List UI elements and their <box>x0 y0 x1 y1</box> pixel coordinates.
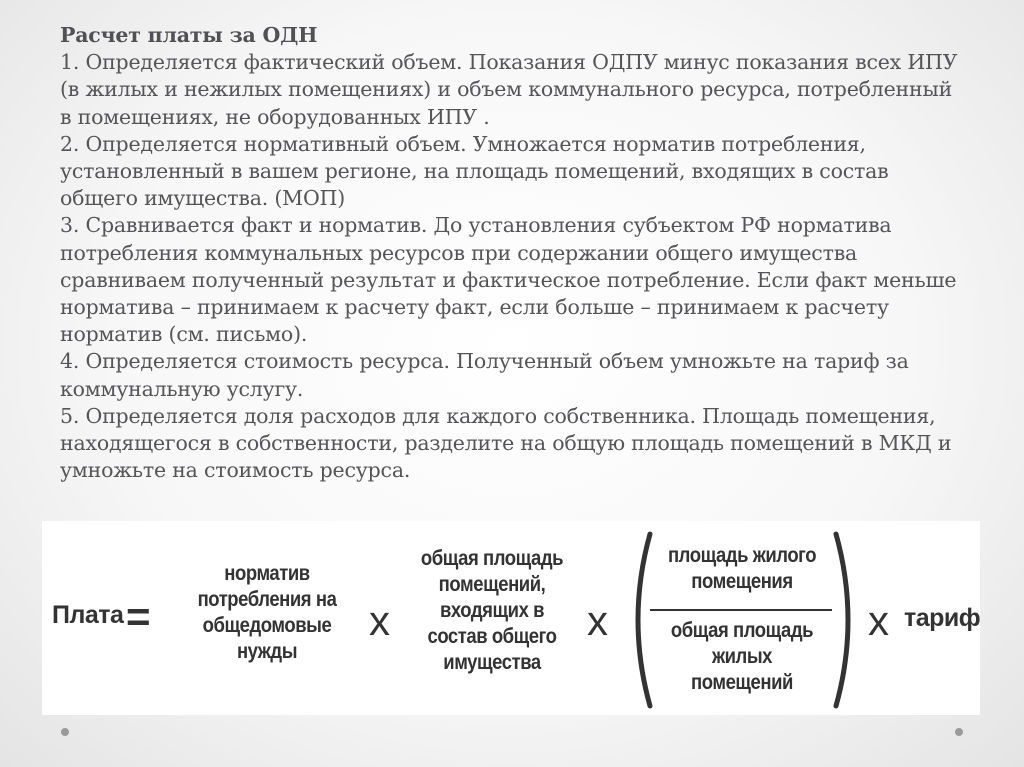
formula-times-sign: x <box>868 597 889 644</box>
area-line: общая площадь <box>420 547 564 570</box>
norm-line: норматив <box>224 562 310 585</box>
slide-text <box>60 22 965 484</box>
right-parenthesis-icon <box>832 531 862 709</box>
norm-line: нужды <box>236 640 298 663</box>
numerator-line: площадь жилого <box>667 544 817 567</box>
payment-formula <box>42 521 980 715</box>
denominator-line: общая площадь <box>670 619 814 642</box>
denominator-line: жилых <box>711 645 773 668</box>
formula-times-sign: x <box>369 597 390 644</box>
area-line: имущества <box>443 651 541 674</box>
step-3-text: 3. Сравнивается факт и норматив. До установления субъектом РФ норматива потребления коммунальных ресурсов при содержании общего имущества сравниваем полученный результат и фактическое потребление. Если факт меньше норматива – принимаем к расчету факт, если больше – принимаем к расчету норматив (см. письмо). <box>60 213 957 347</box>
step-4-text: 4. Определяется стоимость ресурса. Полученный объем умножьте на тариф за коммунальную услугу. <box>60 349 909 401</box>
left-parenthesis-icon <box>624 531 654 709</box>
area-line: входящих в <box>439 599 545 622</box>
step-2-text: 2. Определяется нормативный объем. Умножается норматив потребления, установленный в вашем регионе, на площадь помещений, входящих в состав общего имущества. (МОП) <box>60 131 889 211</box>
slide-corner-dot <box>61 728 69 736</box>
formula-payment-label: Плата <box>52 601 124 629</box>
formula-equals-sign: = <box>126 593 151 640</box>
step-5-text: 5. Определяется доля расходов для каждого собственника. Площадь помещения, находящегося в собственности, разделите на общую площадь помещений в МКД и умножьте на стоимость ресурса. <box>60 403 952 483</box>
norm-line: потребления на <box>197 588 337 611</box>
formula-times-sign: x <box>587 597 608 644</box>
step-1-text: 1. Определяется фактический объем. Показания ОДПУ минус показания всех ИПУ (в жилых и нежилых помещениях) и объем коммунального ресурса, потребленный в помещениях, не оборудованных ИПУ . <box>60 50 958 129</box>
slide-title: Расчет платы за ОДН <box>60 23 318 47</box>
denominator-line: помещений <box>691 671 793 694</box>
formula-norm-block <box>183 561 350 665</box>
area-line: помещений, <box>438 573 546 596</box>
norm-line: общедомовые <box>202 614 332 637</box>
formula-common-area-block <box>408 546 575 676</box>
fraction-numerator <box>654 543 830 595</box>
fraction-denominator <box>654 618 830 696</box>
slide-corner-dot <box>955 728 963 736</box>
area-line: состав общего <box>427 625 557 648</box>
formula-tariff-label: тариф <box>904 604 981 632</box>
numerator-line: помещения <box>691 570 793 593</box>
fraction-bar <box>650 609 832 611</box>
